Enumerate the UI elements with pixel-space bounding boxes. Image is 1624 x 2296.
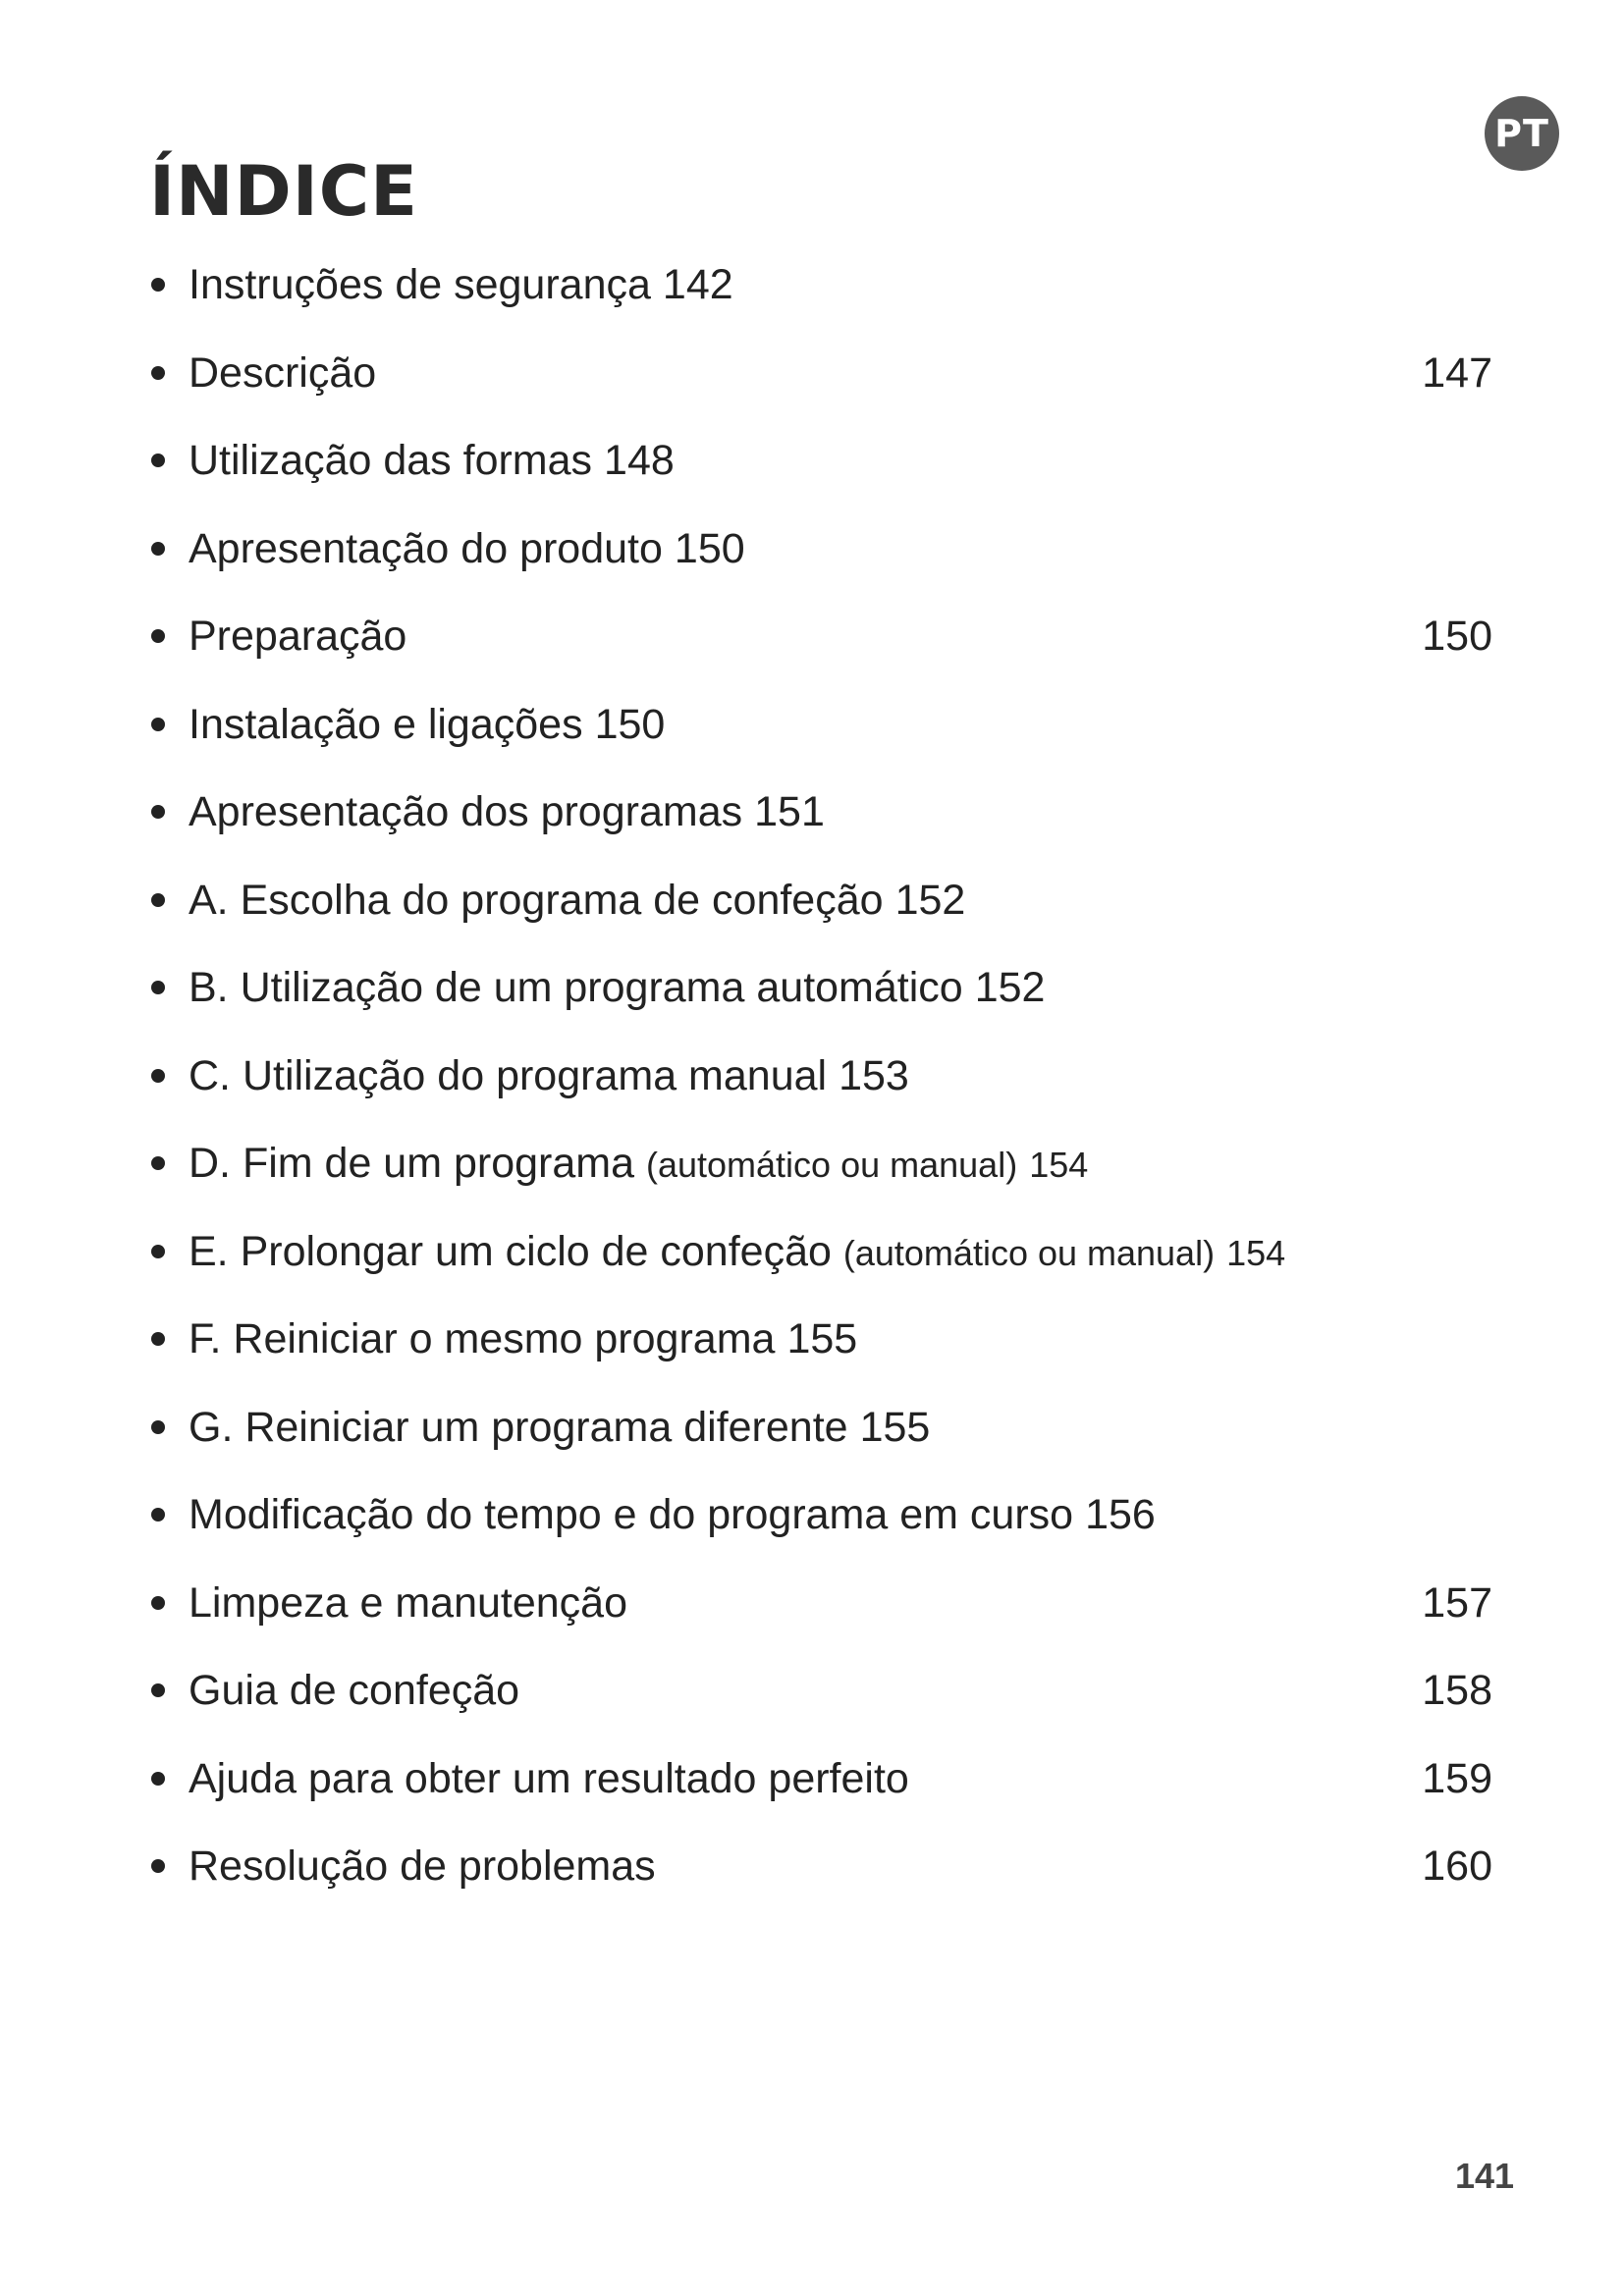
toc-item-prolongar-ciclo[interactable]: [147, 1214, 1492, 1303]
toc-item-label: Guia de confeção: [189, 1667, 520, 1714]
bullet-icon: [151, 1596, 165, 1610]
bullet-icon: [151, 1772, 165, 1786]
bullet-icon: [151, 542, 165, 556]
toc-item-page: 155: [786, 1315, 858, 1362]
toc-item-label: D. Fim de um programa: [189, 1140, 635, 1187]
toc-item-label: Limpeza e manutenção: [189, 1578, 628, 1627]
toc-item-label: Modificação do tempo e do programa em curso: [189, 1491, 1074, 1538]
bullet-icon: [151, 366, 165, 380]
toc-item-apresentacao-programas[interactable]: [147, 774, 1492, 863]
toc-item-ajuda-resultado[interactable]: [147, 1741, 1492, 1830]
toc-item-label: G. Reiniciar um programa diferente: [189, 1403, 848, 1451]
bullet-icon: [151, 1332, 165, 1346]
toc-item-modificacao-tempo[interactable]: [147, 1477, 1492, 1566]
toc-item-label: Utilização das formas: [189, 437, 593, 484]
bullet-icon: [151, 1245, 165, 1258]
toc-item-instalacao-ligacoes[interactable]: [147, 687, 1492, 775]
toc-item-page: 155: [859, 1403, 931, 1451]
toc-item-guia-confecao[interactable]: [147, 1653, 1492, 1741]
toc-item-page: 152: [894, 876, 966, 924]
bullet-icon: [151, 1069, 165, 1083]
toc-item-utilizacao-formas[interactable]: [147, 423, 1492, 511]
toc-item-resolucao-problemas[interactable]: [147, 1829, 1492, 1917]
toc-item-reiniciar-diferente[interactable]: [147, 1390, 1492, 1478]
toc-item-programa-automatico[interactable]: [147, 950, 1492, 1039]
toc-item-page: 150: [674, 524, 745, 572]
toc-item-label: Instalação e ligações: [189, 700, 583, 748]
toc-item-label: A. Escolha do programa de confeção: [189, 876, 884, 924]
toc-item-page: 154: [1029, 1145, 1089, 1185]
bullet-icon: [151, 629, 165, 643]
toc-item-page: 156: [1085, 1491, 1156, 1538]
toc-item-label: Instruções de segurança: [189, 261, 651, 308]
toc-item-page: 159: [1422, 1754, 1492, 1802]
bullet-icon: [151, 893, 165, 907]
toc-item-escolha-programa[interactable]: [147, 863, 1492, 951]
bullet-icon: [151, 454, 165, 467]
toc-item-limpeza-manutencao[interactable]: [147, 1566, 1492, 1654]
toc-item-descricao[interactable]: [147, 336, 1492, 424]
toc-item-page: 150: [594, 700, 666, 748]
toc-item-reiniciar-mesmo[interactable]: [147, 1302, 1492, 1390]
page-title: ÍNDICE: [149, 151, 418, 232]
toc-item-page: 147: [1422, 348, 1492, 397]
toc-item-page: 157: [1422, 1578, 1492, 1627]
toc-item-label: Resolução de problemas: [189, 1842, 656, 1890]
toc-item-page: 148: [604, 437, 675, 484]
bullet-icon: [151, 278, 165, 292]
toc-item-page: 152: [974, 964, 1046, 1011]
toc-item-page: 150: [1422, 613, 1492, 660]
toc-item-label: F. Reiniciar o mesmo programa: [189, 1315, 776, 1362]
bullet-icon: [151, 805, 165, 819]
toc-item-preparacao[interactable]: [147, 599, 1492, 687]
toc-item-fim-programa[interactable]: [147, 1126, 1492, 1214]
toc-item-label: Descrição: [189, 348, 377, 397]
toc-item-page: 151: [754, 788, 825, 835]
bullet-icon: [151, 1859, 165, 1873]
toc-item-page: 160: [1422, 1842, 1492, 1890]
toc-item-page: 158: [1422, 1667, 1492, 1714]
language-badge: PT: [1485, 96, 1559, 171]
bullet-icon: [151, 981, 165, 994]
toc-item-label: Apresentação dos programas: [189, 788, 743, 835]
bullet-icon: [151, 1508, 165, 1522]
toc-item-apresentacao-produto[interactable]: [147, 511, 1492, 600]
bullet-icon: [151, 1683, 165, 1697]
toc-item-label: Preparação: [189, 613, 407, 660]
toc-item-programa-manual[interactable]: [147, 1039, 1492, 1127]
toc-item-note: (automático ou manual): [645, 1145, 1018, 1185]
toc-item-label: B. Utilização de um programa automático: [189, 964, 963, 1011]
toc-item-page: 153: [839, 1051, 909, 1099]
toc-item-label: E. Prolongar um ciclo de confeção: [189, 1227, 832, 1275]
toc-item-label: C. Utilização do programa manual: [189, 1051, 828, 1099]
bullet-icon: [151, 1156, 165, 1170]
toc-item-page: 154: [1226, 1232, 1286, 1273]
table-of-contents: [147, 247, 1492, 1917]
bullet-icon: [151, 1420, 165, 1434]
bullet-icon: [151, 718, 165, 731]
toc-item-page: 142: [662, 261, 733, 308]
toc-item-note: (automático ou manual): [842, 1232, 1216, 1273]
toc-item-label: Apresentação do produto: [189, 524, 663, 572]
toc-item-label: Ajuda para obter um resultado perfeito: [189, 1754, 909, 1802]
toc-item-instrucoes-seguranca[interactable]: [147, 247, 1492, 336]
page-number: 141: [1455, 2156, 1515, 2196]
